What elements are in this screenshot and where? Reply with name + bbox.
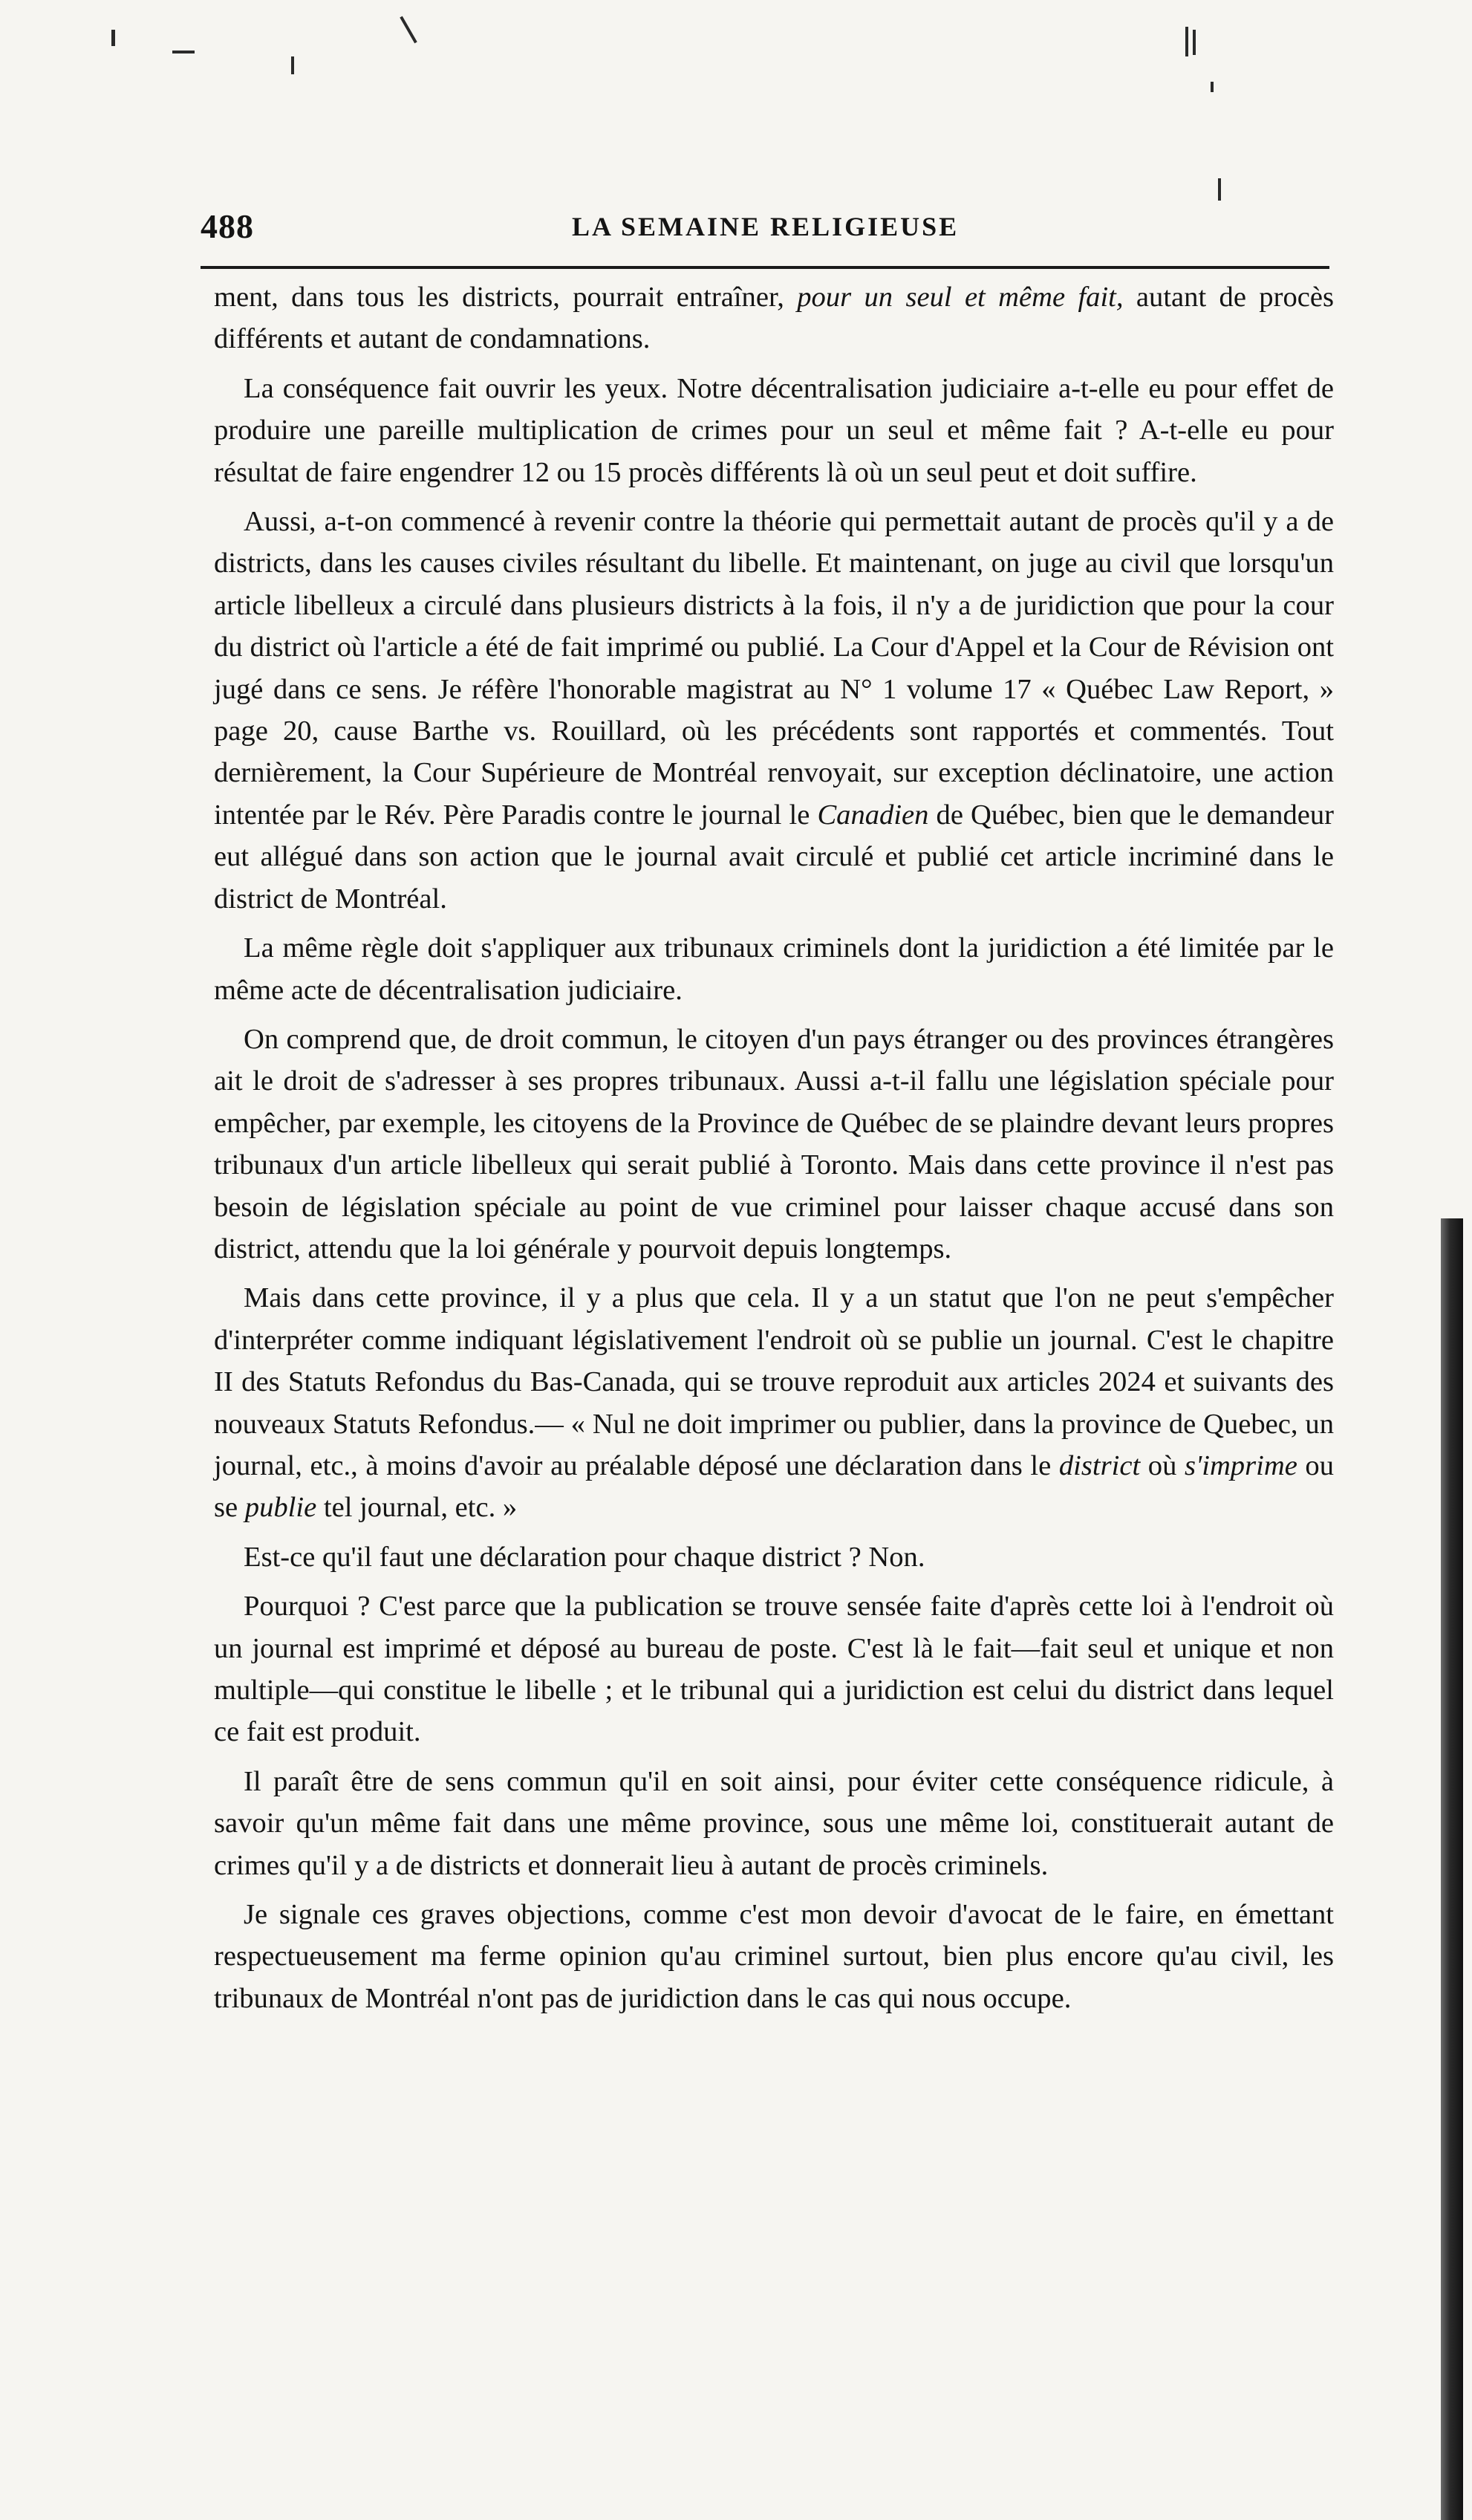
paragraph-text: ou se [214, 1449, 1335, 1524]
scan-edge-shadow [1441, 1218, 1463, 2520]
scan-speck [1193, 30, 1196, 55]
scan-speck [400, 16, 417, 44]
running-title: LA SEMAINE RELIGIEUSE [572, 212, 960, 241]
paragraph-text: de Québec, bien que le demandeur eut allégué dans son action que le journal avait circulé et publié cet article incriminé dans le district de Montréal. [214, 799, 1334, 915]
page-header [186, 201, 1329, 253]
scan-speck [1211, 82, 1214, 92]
paragraph [214, 501, 1334, 920]
paragraph [214, 927, 1334, 1011]
paragraph-text: Pourquoi ? C'est parce que la publication se trouve sensée faite d'après cette loi à l'endroit où un journal est imprimé et déposé au bureau de poste. C'est là le fait—fait seul et unique et non multiple—qui constitue le libelle ; et le tribunal qui a juridiction est celui du district dans lequel ce fait est produit. [214, 1591, 1334, 1748]
paragraph-text: Il paraît être de sens commun qu'il en soit ainsi, pour éviter cette conséquence ridicule, à savoir qu'un même fait dans une même province, sous une même loi, constituerait autant de crimes qu'il y a de districts et donnerait lieu à autant de procès criminels. [214, 1765, 1334, 1881]
header-rule [201, 266, 1329, 269]
article-body [214, 276, 1334, 2019]
scan-speck [291, 56, 294, 74]
paragraph-text: autant de procès différents et autant de condamnations. [214, 282, 1334, 355]
paragraph [214, 276, 1334, 360]
paragraph-text: Aussi, a-t-on commencé à revenir contre la théorie qui permettait autant de procès qu'il y a de districts, dans les causes civiles résultant du libelle. Et maintenant, on juge au civil que lorsqu'un article libelleux a circulé dans plusieurs districts à la fois, il n'y a de juridiction que pour la cour du district où l'article a été de fait imprimé ou publié. La Cour d'Appel et la Cour de Révision ont jugé dans ce sens. Je réfère l'honorable magistrat au N° 1 volume 17 « Québec Law Report, » page 20, cause Barthe vs. Rouillard, où les précédents sont rapportés et commentés. Tout dernièrement, la Cour Supérieure de Montréal renvoyait, sur exception déclinatoire, une action intentée par le Rév. Père Paradis contre le journal le [214, 506, 1334, 831]
paragraph-text: Mais dans cette province, il y a plus que cela. Il y a un statut que l'on ne peut s'empêcher d'interpréter comme indiquant législativement l'endroit où se publie un journal. C'est le chapitre II des Statuts Refondus du Bas-Canada, qui se trouve reproduit aux articles 2024 et suivants des nouveaux Statuts Refondus.— « Nul ne doit imprimer ou publier, dans la province de Quebec, un journal, etc., à moins d'avoir au préalable déposé une déclaration dans le [214, 1282, 1334, 1481]
paragraph [214, 1536, 1334, 1578]
scan-speck [172, 51, 195, 53]
paragraph-text: La même règle doit s'appliquer aux tribunaux criminels dont la juridiction a été limitée par le même acte de décentralisation judiciaire. [214, 932, 1334, 1006]
paragraph-text: Est-ce qu'il faut une déclaration pour chaque district ? Non. [244, 1541, 925, 1573]
italic-text: publie [244, 1492, 317, 1524]
paragraph [214, 368, 1334, 493]
paragraph [214, 1894, 1334, 2019]
paragraph [214, 1019, 1334, 1270]
paragraph-text: Je signale ces graves objections, comme c'est mon devoir d'avocat de le faire, en émettant respectueusement ma ferme opinion qu'au criminel surtout, bien plus encore qu'au civil, les tribunaux de Montréal n'ont pas de juridiction dans le cas qui nous occupe. [214, 1899, 1334, 2014]
scan-speck [111, 30, 115, 46]
paragraph-text: On comprend que, de droit commun, le citoyen d'un pays étranger ou des provinces étrangères ait le droit de s'adresser à ses propres tribunaux. Aussi a-t-il fallu une législation spéciale pour empêcher, par exemple, les citoyens de la Province de Québec de se plaindre devant leurs propres tribunaux d'un article libelleux qui serait publié à Toronto. Mais dans cette province il n'est pas besoin de législation spéciale au point de vue criminel pour laisser chaque accusé dans son district, attendu que la loi générale y pourvoit depuis longtemps. [214, 1023, 1334, 1264]
scan-speck [1185, 27, 1188, 56]
italic-text: Canadien [817, 799, 929, 831]
italic-text: pour un seul et même fait, [797, 282, 1124, 313]
page-number: 488 [201, 207, 254, 245]
italic-text: district [1058, 1449, 1141, 1481]
paragraph [214, 1761, 1334, 1886]
scan-speck [1218, 178, 1221, 201]
paragraph [214, 1277, 1334, 1528]
paragraph-text: ment, dans tous les districts, pourrait entraîner, [214, 282, 798, 313]
paragraph-text: tel journal, etc. » [316, 1492, 518, 1524]
paragraph-text: où [1140, 1449, 1185, 1481]
paragraph-text: La conséquence fait ouvrir les yeux. Notre décentralisation judiciaire a-t-elle eu pour effet de produire une pareille multiplication de crimes pour un seul et même fait ? A-t-elle eu pour résultat de faire engendrer 12 ou 15 procès différents là où un seul peut et doit suffire. [214, 372, 1334, 488]
paragraph [214, 1585, 1334, 1753]
italic-text: s'imprime [1184, 1449, 1297, 1481]
